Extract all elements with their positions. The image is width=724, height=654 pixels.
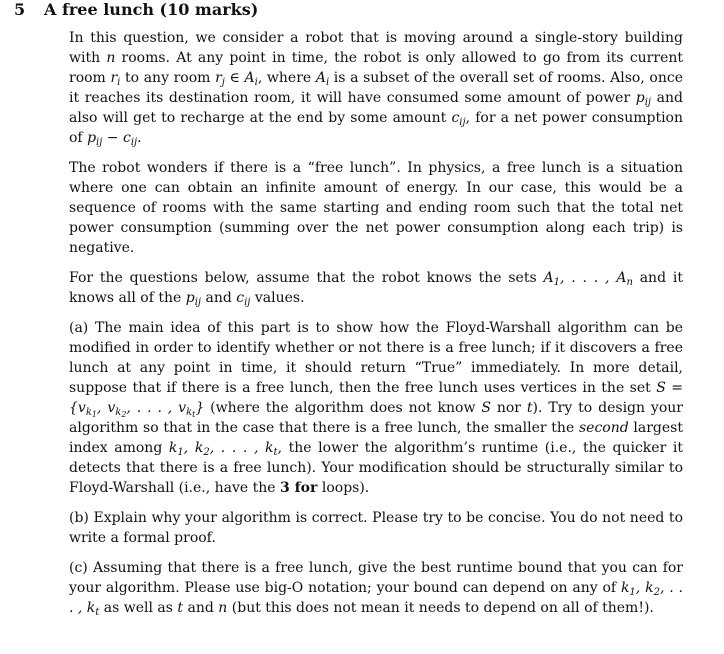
math-t-2: t <box>177 600 184 616</box>
question-title: A free lunch (10 marks) <box>44 0 259 19</box>
math-ai: $A_i$ <box>315 70 330 88</box>
math-k-indices-2: $k_1$, $k_2$, . . . , $k_t$ <box>69 580 683 618</box>
part-a-paragraph: (a) The main idea of this part is to show how the Floyd-Warshall algorithm can be modified in order to identify whether or not there is a free lunch; if it discovers a free lunch at any point in time, it should return “True” immediately. In more detail, suppose that if there is a free lunch, then the free lunch uses vertices in the set $S = \{v_{k_1}$, $v_{k_2}$, . . . , $v_{k_t}$} (where the algorithm does not know S nor t). Try to design your algorithm so that in the case that there is a free lunch, the smaller the second largest index among $k_1$, $k_2$, . . . , $k_t$, the lower the algorithm’s runtime (i.e., the quicker it detects that there is a free lunch). Your modification should be structurally similar to Floyd-Warshall (i.e., have the 3 for loops). <box>69 320 683 496</box>
question-number: 5 <box>14 0 26 19</box>
math-pij: $p_{ij}$ <box>635 90 652 108</box>
math-ri: $r_i$ <box>110 70 121 88</box>
math-rj-in-ai: $r_j$ ∈ $A_i$ <box>215 70 258 88</box>
math-k-indices: $k_1$, $k_2$, . . . , $k_t$ <box>168 440 278 458</box>
math-cij-2: $c_{ij}$ <box>236 290 251 308</box>
question-heading <box>14 0 258 20</box>
math-t: t <box>526 400 533 416</box>
part-b-paragraph: (b) Explain why your algorithm is correct. Please try to be concise. You do not need to write a formal proof. <box>69 510 683 546</box>
emphasis-second: second <box>578 420 629 436</box>
math-cij: $c_{ij}$ <box>451 110 466 128</box>
math-n: n <box>106 50 116 66</box>
math-pij-2: $p_{ij}$ <box>185 290 202 308</box>
question-body <box>69 28 683 628</box>
free-lunch-paragraph: The robot wonders if there is a “free lunch”. In physics, a free lunch is a situation where one can obtain an infinite amount of energy. In our case, this would be a sequence of rooms with the same starting and ending room such that the total net power consumption (summing over the net power consumption along each trip) is negative. <box>69 160 683 256</box>
intro-paragraph: In this question, we consider a robot that is moving around a single-story building with n rooms. At any point in time, the robot is only allowed to go from its current room $r_i$ to any room $r_j$ ∈ $A_i$, where $A_i$ is a subset of the overall set of rooms. Also, once it reaches its destination room, it will have consumed some amount of power $p_{ij}$ and also will get to recharge at the end by some amount $c_{ij}$, for a net power consumption of $p_{ij} - c_{ij}$. <box>69 30 683 148</box>
math-net-power: $p_{ij} - c_{ij}$ <box>87 130 138 148</box>
math-n-2: n <box>218 600 228 616</box>
emphasis-3-for: 3 for <box>280 480 318 496</box>
assumption-paragraph: For the questions below, assume that the robot knows the sets $A_1$, . . . , $A_n$ and it knows all of the $p_{ij}$ and $c_{ij}$ values. <box>69 270 683 308</box>
part-c-paragraph: (c) Assuming that there is a free lunch, give the best runtime bound that you can for your algorithm. Please use big-O notation; your bound can depend on any of $k_1$, $k_2$, . . . , $k_t$ as well as t and n (but this does not mean it needs to depend on all of them!). <box>69 560 683 618</box>
math-set-s: $S = \{v_{k_1}$, $v_{k_2}$, . . . , $v_{k_t}$} <box>69 380 683 419</box>
math-sets-a: $A_1$, . . . , $A_n$ <box>543 270 633 288</box>
math-s: S <box>481 400 491 416</box>
